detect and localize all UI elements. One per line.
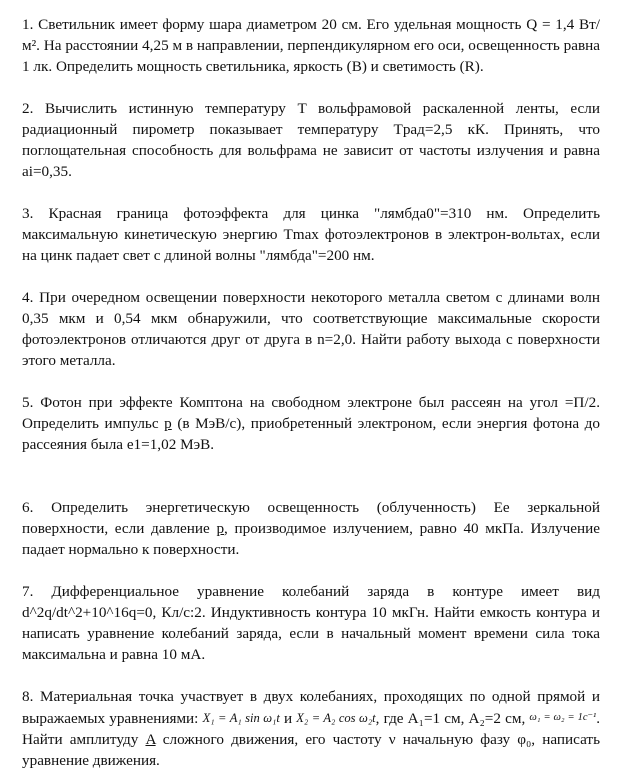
problem-7: 7. Дифференциальное уравнение колебаний заряда в контуре имеет вид d^2q/dt^2+10^16q=0, Кл/с:2. Индуктивность контура 10 мкГн. Найти емкость контура и написать уравнение колебаний заряда, если в начальный момент времени сила тока максимальна и равна 10 мА. xyxy=(22,583,600,663)
problem-8-text-d: сложного движения, его частоту ν начальную фазу φ₀, написать уравнение движения. xyxy=(22,731,600,769)
problem-8-formula-x1: X₁ = A₁ sin ω₁t xyxy=(202,711,280,725)
problem-6-pressure-symbol: p xyxy=(216,520,225,537)
problem-8-text-b: , где A₁=1 см, A₂=2 см, xyxy=(375,710,530,727)
problem-1: 1. Светильник имеет форму шара диаметром 20 см. Его удельная мощность Q = 1,4 Вт/м². На расстоянии 4,25 м в направлении, перпендикулярном его оси, освещенность равна 1 лк. Определить мощность светильника, яркость (B) и светимость (R). xyxy=(22,16,600,75)
problem-6-text-a: 6. Определить энергетическую освещенность (облученность) Ее зеркальной поверхности, если давление xyxy=(22,499,600,537)
problem-8-text-a: 8. Материальная точка участвует в двух колебаниях, проходящих по одной прямой и выражаемых уравнениями: xyxy=(22,688,600,727)
problem-8 xyxy=(22,686,600,771)
problem-8-amplitude-symbol: A xyxy=(145,731,156,748)
document-page xyxy=(22,14,600,771)
problem-8-text-c: . Найти амплитуду xyxy=(22,710,600,748)
problem-8-formula-omega: ω₁ = ω₂ = 1c⁻¹ xyxy=(529,712,597,723)
problem-4: 4. При очередном освещении поверхности некоторого металла светом с длинами волн 0,35 мкм и 0,54 мкм обнаружили, что соответствующие максимальные скорости фотоэлектронов отличаются друг от друга в n=2,0. Найти работу выхода с поверхности этого металла. xyxy=(22,289,600,369)
problem-2: 2. Вычислить истинную температуру T вольфрамовой раскаленной ленты, если радиационный пирометр показывает температуру Tрад=2,5 кК. Принять, что поглощательная способность для вольфрама не зависит от частоты излучения и равна ai=0,35. xyxy=(22,100,600,180)
problem-8-formula-x2: X₂ = A₂ cos ω₂t xyxy=(296,711,376,725)
problem-6-text-b: , производимое излучением, равно 40 мкПа. Излучение падает нормально к поверхности. xyxy=(22,520,600,558)
problem-5-momentum-symbol: p xyxy=(164,415,172,432)
problem-5-text-a: 5. Фотон при эффекте Комптона на свободном электроне был рассеян на угол =П/2. Определить импульс xyxy=(22,394,600,432)
problem-6 xyxy=(22,497,600,560)
problem-3: 3. Красная граница фотоэффекта для цинка "лямбда0"=310 нм. Определить максимальную кинетическую энергию Tmax фотоэлектронов в электрон-вольтах, если на цинк падает свет с длиной волны "лямбда"=200 нм. xyxy=(22,205,600,264)
problem-5 xyxy=(22,392,600,455)
problem-5-text-b: (в МэВ/с), приобретенный электроном, если энергия фотона до рассеяния была e1=1,02 МэВ. xyxy=(22,415,600,453)
problem-8-and: и xyxy=(279,710,297,727)
